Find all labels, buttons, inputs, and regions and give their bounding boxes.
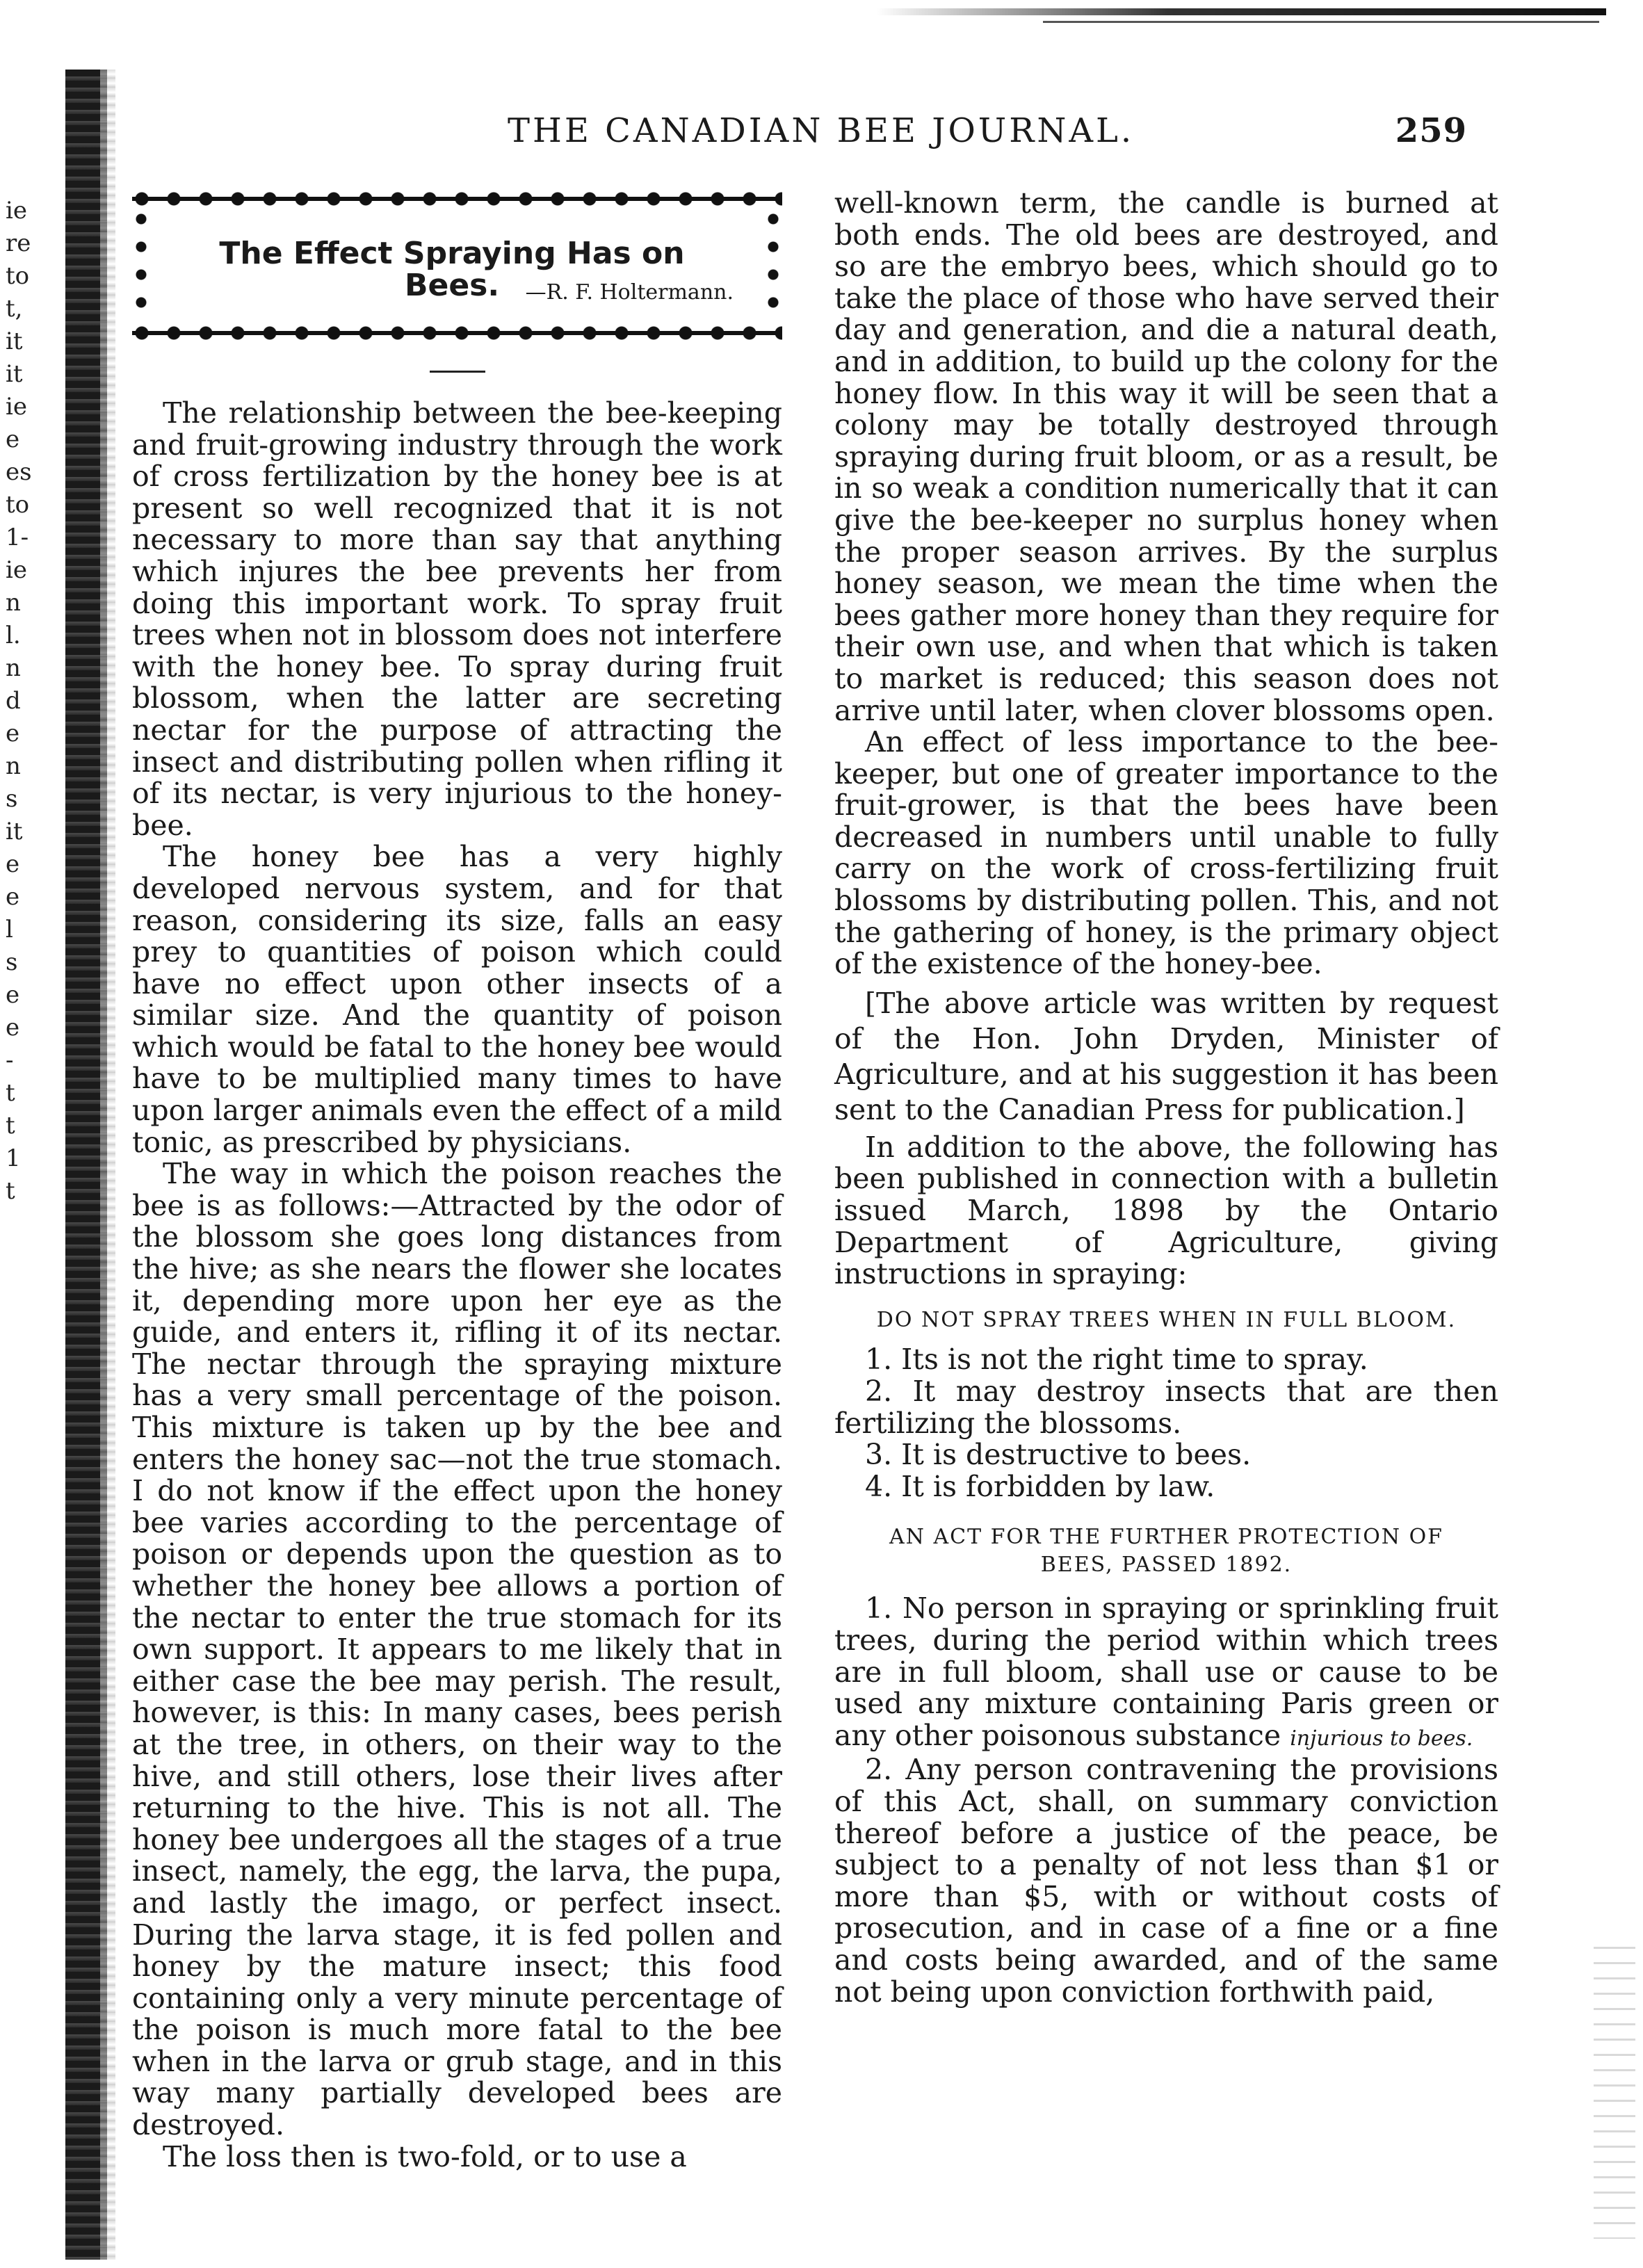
margin-fragment: l: [6, 916, 13, 943]
scan-top-rule-thin: [1043, 21, 1599, 23]
margin-fragment: s: [6, 948, 18, 976]
margin-fragment: ie: [6, 393, 27, 421]
margin-fragment: t,: [6, 295, 23, 323]
margin-fragment: ie: [6, 197, 27, 225]
page-number: 259: [1395, 111, 1467, 150]
margin-fragment: d: [6, 687, 21, 715]
margin-fragment: es: [6, 458, 32, 486]
reason-item: 3. It is destructive to bees.: [865, 1438, 1252, 1472]
scan-specks: [1594, 1947, 1635, 2239]
margin-fragment: e: [6, 883, 20, 911]
paragraph: The relationship between the bee-keeping and fruit-growing industry through the work of cross fertilization by the honey bee is at present so well recognized that it is not necessary to more than say that anything which injures the bee prevents her from doing this important work. To spray fruit trees when not in blossom does not interfere with the honey bee. To spray during fruit blossom, when the latter are secreting nectar for the purpose of attracting the insect and distributing pollen when rifling it of its nectar, is very injurious to the honey-bee.: [132, 396, 782, 842]
ornament-border-top: [132, 188, 782, 210]
margin-fragment: t: [6, 1112, 15, 1140]
margin-fragment: to: [6, 491, 30, 519]
editor-note: [The above article was written by request of the Hon. John Dryden, Minister of Agriculture, and at his suggestion it has been sent to the Canadian Press for publication.]: [834, 986, 1498, 1126]
margin-fragment: s: [6, 785, 18, 813]
margin-fragment: 1-: [6, 524, 29, 551]
act-heading: [834, 1523, 1498, 1579]
margin-fragment: n: [6, 654, 21, 682]
margin-fragments: [6, 195, 33, 1208]
margin-fragment: n: [6, 589, 21, 617]
warning-heading: DO NOT SPRAY TREES WHEN IN FULL BLOOM.: [876, 1307, 1457, 1332]
scan-top-rule: [876, 8, 1606, 15]
margin-fragment: ie: [6, 556, 27, 584]
paragraph: In addition to the above, the following has been published in connection with a bulletin issued March, 1898 by the Ontario Department of Agriculture, giving instructions in spraying:: [834, 1130, 1498, 1291]
act-section-1: 1. No person in spraying or sprinkling fruit trees, during the period within which trees are in full bloom, shall use or cause to be used any mixture containing Paris green or any other poisonous substance: [834, 1591, 1498, 1752]
running-head: [480, 111, 1467, 153]
reason-item: 1. Its is not the right time to spray.: [865, 1343, 1368, 1377]
article-author: —R. F. Holtermann.: [525, 280, 734, 305]
margin-fragment: 1: [6, 1144, 21, 1172]
paragraph: An effect of less importance to the bee-keeper, but one of greater importance to the fruit-grower, is that the bees have been decreased in numbers until unable to fully carry on the work of cross-fertilizing fruit blossoms by distributing pollen. This, and not the gathering of honey, is the primary object of the existence of the honey-bee.: [834, 725, 1498, 981]
section-dash: [430, 371, 485, 373]
journal-title: THE CANADIAN BEE JOURNAL.: [508, 111, 1135, 150]
paragraph: The way in which the poison reaches the bee is as follows:—Attracted by the odor of the blossom she goes long distances from the hive; as she nears the flower she locates it, depending more upon her eye as the guide, and enters it, rifling it of its nectar. The nectar through the spraying mixture has a very small percentage of the poison. This mixture is taken up by the bee and enters the honey sac—not the true stomach. I do not know if the effect upon the honey bee varies according to the percentage of poison or depends upon the question as to whether the honey bee allows a portion of the nectar to enter the true stomach for its own support. It appears to me likely that in either case the bee may perish. The result, however, is this: In many cases, bees perish at the tree, in others, on their way to the hive, and still others, lose their lives after returning to the hive. This is not all. The honey bee undergoes all the stages of a true insect, namely, the egg, the larva, the pupa, and lastly the imago, or perfect insect. During the larva stage, it is fed pollen and honey by the mature insect; this food containing only a very minute percentage of the poison is much more fatal to the bee when in the larva or grub stage, and in this way many partially developed bees are destroyed.: [132, 1157, 782, 2142]
act-heading-line2: BEES, PASSED 1892.: [1040, 1553, 1293, 1578]
margin-fragment: l.: [6, 622, 21, 649]
article-title: The Effect Spraying Has on Bees.: [219, 236, 685, 303]
reason-item: 2. It may destroy insects that are then fertilizing the blossoms.: [834, 1375, 1498, 1440]
margin-fragment: it: [6, 360, 23, 388]
margin-fragment: n: [6, 752, 21, 780]
margin-fragment: e: [6, 981, 20, 1009]
margin-fragment: e: [6, 1014, 20, 1042]
margin-fragment: e: [6, 720, 20, 747]
binding-gutter: [65, 70, 107, 2260]
margin-fragment: re: [6, 229, 31, 257]
paragraph: The honey bee has a very highly developed nervous system, and for that reason, considering its size, falls an easy prey to quantities of poison which could have no effect upon other insects of a similar size. And the quantity of poison which would be fatal to the honey bee would have to be multiplied many times to have upon larger animals even the effect of a mild tonic, as prescribed by physicians.: [132, 840, 782, 1159]
ornament-border-bottom: [132, 322, 782, 344]
ornament-border-left: [132, 210, 150, 321]
margin-fragment: it: [6, 818, 23, 845]
paragraph: The loss then is two-fold, or to use a: [163, 2139, 687, 2173]
margin-fragment: it: [6, 327, 23, 355]
margin-fragment: e: [6, 426, 20, 453]
article-heading-box: [132, 188, 782, 344]
margin-fragment: -: [6, 1046, 14, 1074]
left-column: [132, 188, 782, 2173]
right-column: [834, 188, 1498, 2008]
act-section-2: 2. Any person contravening the provisions of this Act, shall, on summary conviction thereof before a justice of the peace, be subject to a penalty of not less than $1 or more than $5, with or without costs of prosecution, and in case of a fine or a fine and costs being awarded, and of the same not being upon conviction forthwith paid,: [834, 1753, 1498, 2009]
margin-fragment: e: [6, 850, 20, 878]
margin-fragment: t: [6, 1079, 15, 1107]
act-section-1-tail: injurious to bees.: [1290, 1726, 1473, 1751]
act-heading-line1: AN ACT FOR THE FURTHER PROTECTION OF: [889, 1525, 1443, 1550]
ornament-border-right: [764, 210, 782, 321]
reason-item: 4. It is forbidden by law.: [865, 1469, 1215, 1503]
margin-fragment: t: [6, 1177, 15, 1205]
paragraph: well-known term, the candle is burned at both ends. The old bees are destroyed, and so are the embryo bees, which should go to take the place of those who have served their day and generation, and die a natural death, and in addition, to build up the colony for the honey flow. In this way it will be seen that a colony may be totally destroyed through spraying during fruit bloom, or as a result, be in so weak a condition numerically that it can give the bee-keeper no surplus honey when the proper season arrives. By the surplus honey season, we mean the time when the bees gather more honey than they require for their own use, and when that which is taken to market is reduced; this season does not arrive until later, when clover blossoms open.: [834, 186, 1498, 727]
act-section: [834, 1593, 1498, 1754]
margin-fragment: to: [6, 262, 30, 290]
